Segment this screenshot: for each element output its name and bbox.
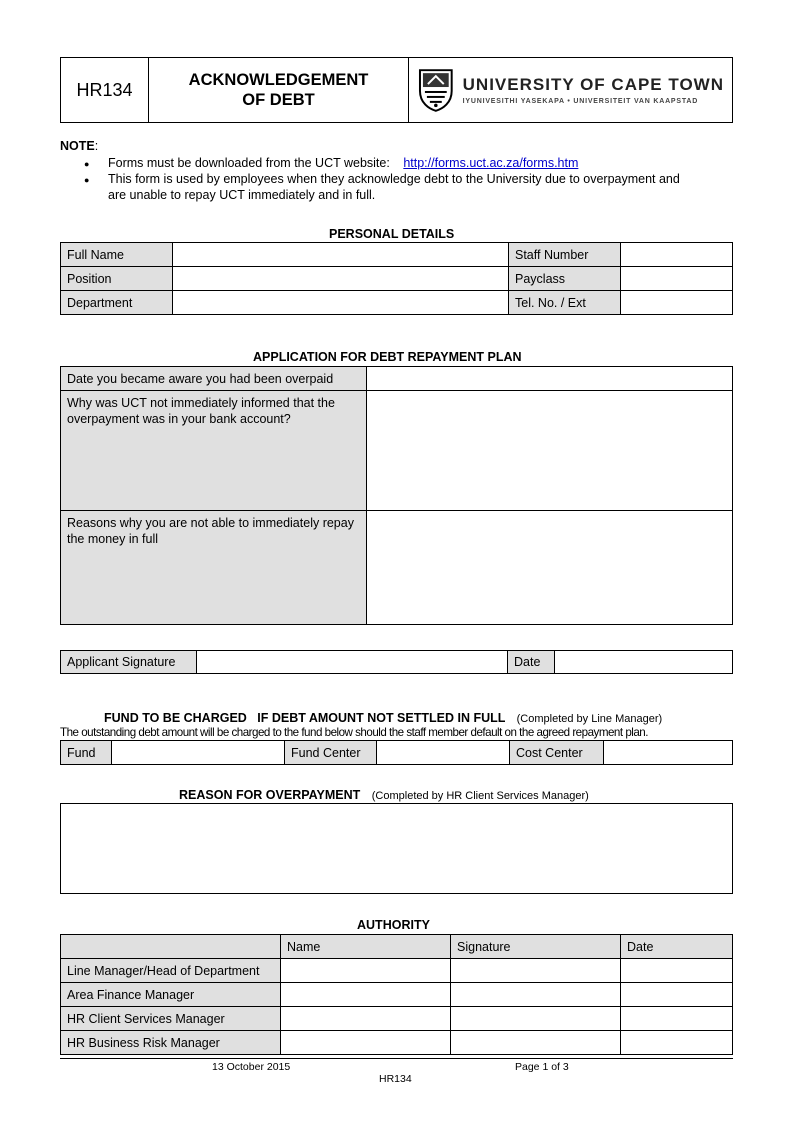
payclass-field[interactable] [621,267,733,291]
department-field[interactable] [173,291,509,315]
hr-client-manager-name-field[interactable] [281,1007,451,1031]
footer-page: Page 1 of 3 [515,1061,569,1073]
form-title [149,58,409,123]
overpaid-date-field[interactable] [367,367,733,391]
finance-manager-signature-field[interactable] [451,983,621,1007]
staff-number-label: Staff Number [509,243,621,267]
department-label: Department [61,291,173,315]
reason-note: (Completed by HR Client Services Manager) [371,790,589,802]
personal-details-table [60,242,733,315]
hr-risk-manager-date-field[interactable] [621,1031,733,1055]
authority-row-label: Line Manager/Head of Department [61,959,281,983]
university-subtitle: IYUNIVESITHI YASEKAPA • UNIVERSITEIT VAN KAAPSTAD [462,98,699,105]
hr-risk-manager-name-field[interactable] [281,1031,451,1055]
footer-date: 13 October 2015 [212,1061,291,1073]
footer-divider [60,1058,733,1059]
not-informed-reason-label: Why was UCT not immediately informed that the overpayment was in your bank account? [61,391,367,511]
finance-manager-date-field[interactable] [621,983,733,1007]
hr-client-manager-signature-field[interactable] [451,1007,621,1031]
note-bullet-icon: ● [84,175,90,185]
forms-website-link[interactable]: http://forms.uct.ac.za/forms.htm [403,156,579,170]
header-table [60,57,733,123]
cannot-repay-reason-label: Reasons why you are not able to immediately repay the money in full [61,511,367,625]
cost-center-label: Cost Center [510,741,604,765]
authority-date-header: Date [621,935,733,959]
reason-title [179,788,589,802]
not-informed-reason-field[interactable] [367,391,733,511]
note-heading-colon: : [94,139,99,153]
footer-code: HR134 [379,1073,412,1085]
university-logo-cell [409,58,733,123]
cost-center-field[interactable] [604,741,733,765]
note-item-2-line2: are unable to repay UCT immediately and in full. [108,187,376,202]
reason-textarea[interactable] [60,803,733,894]
authority-row-label: Area Finance Manager [61,983,281,1007]
overpaid-date-label: Date you became aware you had been overpaid [61,367,367,391]
authority-name-header: Name [281,935,451,959]
line-manager-date-field[interactable] [621,959,733,983]
authority-title: AUTHORITY [357,918,430,932]
fund-subtitle: The outstanding debt amount will be charged to the fund below should the staff member default on the agreed repayment plan. [60,726,648,739]
note-item-2 [108,172,680,203]
applicant-date-label: Date [508,651,555,674]
form-title-line2: OF DEBT [242,91,315,109]
authority-table [60,934,733,1055]
payclass-label: Payclass [509,267,621,291]
full-name-label: Full Name [61,243,173,267]
note-heading [60,139,98,153]
reason-title-text: REASON FOR OVERPAYMENT [179,788,361,802]
form-code: HR134 [61,58,149,123]
personal-details-title: PERSONAL DETAILS [329,227,455,241]
tel-ext-field[interactable] [621,291,733,315]
position-label: Position [61,267,173,291]
form-title-line1: ACKNOWLEDGEMENT [188,71,369,89]
uct-crest-icon [417,67,455,113]
finance-manager-name-field[interactable] [281,983,451,1007]
university-name: UNIVERSITY OF CAPE TOWN [462,75,724,94]
fund-center-field[interactable] [377,741,510,765]
position-field[interactable] [173,267,509,291]
authority-corner-cell [61,935,281,959]
note-item-1-text: Forms must be downloaded from the UCT website: [108,156,390,170]
application-table [60,366,733,625]
fund-title-text: FUND TO BE CHARGED IF DEBT AMOUNT NOT SETTLED IN FULL [104,711,506,725]
authority-row-label: HR Business Risk Manager [61,1031,281,1055]
applicant-signature-label: Applicant Signature [61,651,197,674]
fund-center-label: Fund Center [285,741,377,765]
hr-client-manager-date-field[interactable] [621,1007,733,1031]
authority-row-label: HR Client Services Manager [61,1007,281,1031]
cannot-repay-reason-field[interactable] [367,511,733,625]
fund-table [60,740,733,765]
note-heading-text: NOTE [60,139,95,153]
application-title: APPLICATION FOR DEBT REPAYMENT PLAN [253,350,522,364]
note-item-2-line1: This form is used by employees when they acknowledge debt to the University due to overpayment and [108,172,680,186]
line-manager-name-field[interactable] [281,959,451,983]
staff-number-field[interactable] [621,243,733,267]
fund-field[interactable] [112,741,285,765]
applicant-signature-table [60,650,733,674]
note-bullet-icon: ● [84,159,90,169]
applicant-date-field[interactable] [555,651,733,674]
line-manager-signature-field[interactable] [451,959,621,983]
full-name-field[interactable] [173,243,509,267]
authority-signature-header: Signature [451,935,621,959]
applicant-signature-field[interactable] [197,651,508,674]
hr-risk-manager-signature-field[interactable] [451,1031,621,1055]
fund-note: (Completed by Line Manager) [516,713,663,725]
fund-label: Fund [61,741,112,765]
fund-title [104,711,662,725]
note-item-1 [108,156,578,170]
tel-ext-label: Tel. No. / Ext [509,291,621,315]
